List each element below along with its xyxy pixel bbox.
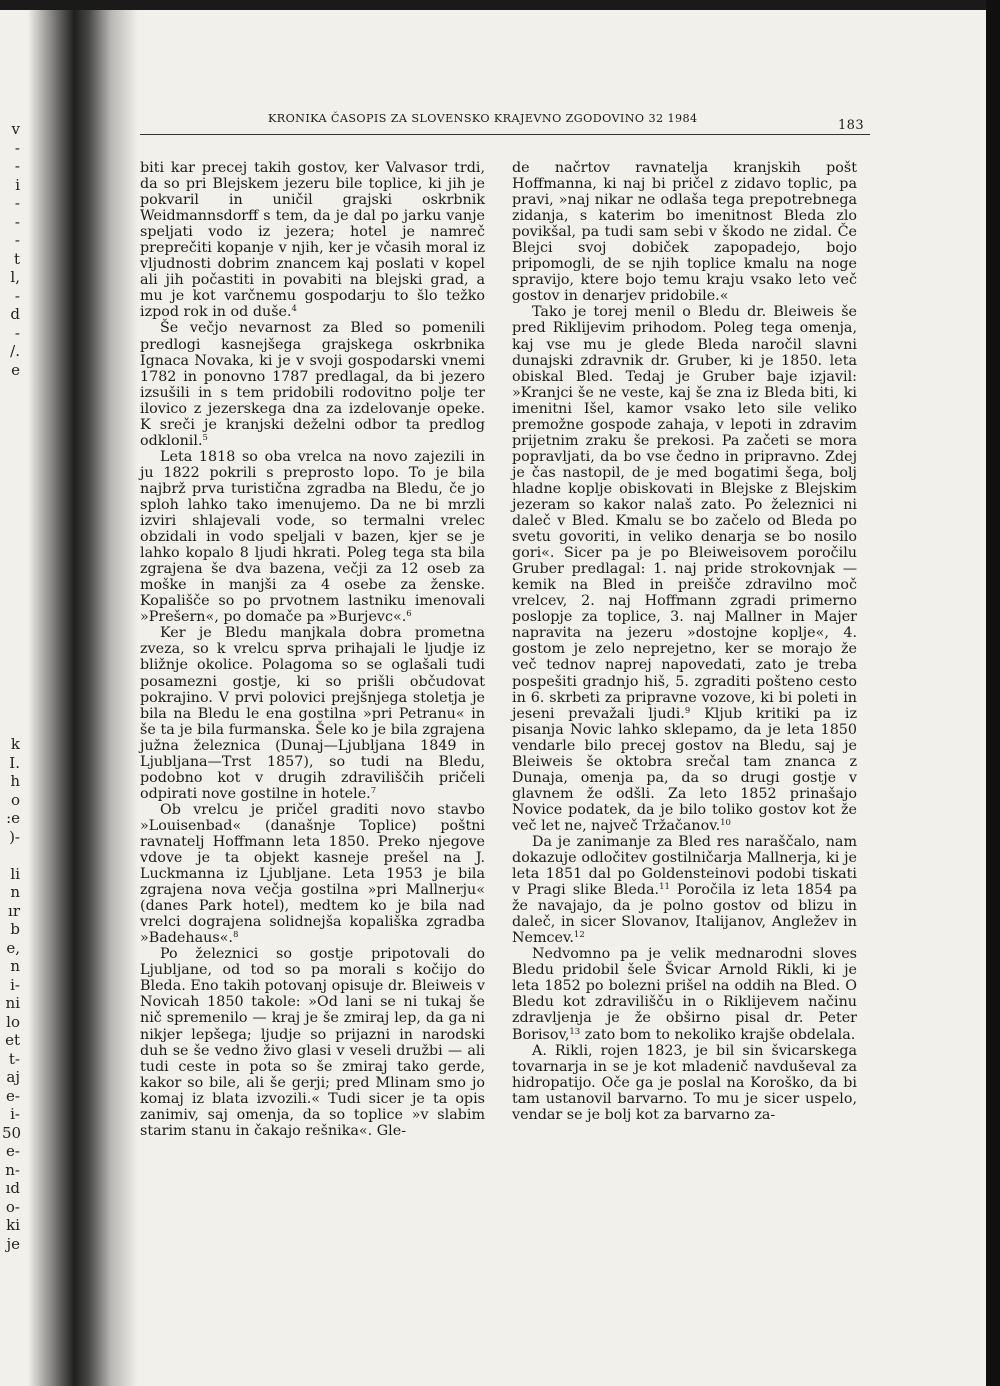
facing-page-fragment: d [10, 305, 20, 323]
facing-page-fragment: - [14, 157, 20, 175]
paragraph-text: A. Rikli, rojen 1823, je bil sin švicarskega tovarnarja in se je kot mladenič navduševal za hidropatijo. Oče ga je poslal na Koroško, da bi tam ustanovil barvarno. To mu je sicer uspelo, vendar se je bolj kot za barvarno za- [512, 1042, 857, 1123]
facing-page-fragment: je [6, 1234, 20, 1253]
paragraph [140, 946, 485, 1139]
header-rule [140, 134, 870, 135]
facing-page-fragment: k [10, 735, 20, 753]
facing-page-fragment: i- [10, 1105, 20, 1123]
facing-page-fragment: h [10, 772, 20, 790]
facing-page-fragments-top [2, 120, 20, 379]
facing-page-fragment: - [14, 323, 20, 342]
footnote-ref: 12 [573, 930, 585, 941]
facing-page-fragment: I. [9, 753, 20, 772]
paragraph-text: biti kar precej takih gostov, ker Valvasor trdi, da so pri Blejskem jezeru bile toplice, ki jih je pokvaril in uničil grajski oskrbnik Weidmannsdorff s tem, da je dal po jarku vanje speljati vodo iz jezera; hotel je namreč preprečiti kopanje v njih, ker je včasih moral iz vljudnosti dobrim znancem kaj poslati v kopel ali jih počastiti in povabiti na blejski grad, a mu je kot varčnemu gospodarju to šlo težko izpod rok in od duše. [140, 160, 485, 321]
footnote-ref: 10 [720, 817, 731, 828]
paragraph [512, 946, 857, 1042]
paragraph-text: Da je zanimanje za Bled res naraščalo, nam dokazuje odločitev gostilničarja Mallnerja, ki je leta 1851 dal po Goldensteinovi podobi tiskati v Pragi slike Bleda. [512, 833, 857, 899]
paragraph-text: Leta 1818 so oba vrelca na novo zajezili in ju 1822 pokrili s preprosto lopo. To je bila najbrž prva turistična zgradba na Bledu, če jo sploh lahko tako imenujemo. Da ne bi mrzli izviri shlajevali vode, so termalni vrelec obzidali in vodo speljali v bazen, kjer se je lahko kopalo 8 ljudi hkrati. Poleg tega sta bila zgrajena še dva bazena, večji za 12 oseb za moške in manjši za 4 osebe za ženske. Kopališče so po prvotnem lastniku imenovali »Prešern«, po domače pa »Burjevc«. [140, 448, 485, 626]
facing-page-fragment: t- [8, 1049, 20, 1068]
footnote-ref: 8 [232, 930, 239, 941]
facing-page-fragment: /. [10, 342, 20, 360]
facing-page-fragment: aj [6, 1068, 20, 1086]
paragraph [140, 449, 485, 626]
facing-page-fragment: i [15, 175, 20, 194]
facing-page-fragment [2, 846, 20, 865]
facing-page-fragment: - [14, 286, 20, 305]
facing-page-fragments-bottom [2, 735, 20, 1253]
paragraph [140, 625, 485, 802]
paragraph [140, 160, 485, 320]
footnote-ref: 7 [370, 785, 377, 796]
running-header [268, 110, 868, 133]
paragraph-text: Ker je Bledu manjkala dobra prometna zveza, so k vrelcu sprva prihajali le ljudje iz bližnje okolice. Polagoma so se oglašali tudi posamezni gostje, ki so prišli občudovat pokrajino. V prvi polovici prejšnjega stoletja je bila na Bledu le ena gostilna »pri Petranu« in še ta je bila furmanska. Šele ko je bila zgrajena južna železnica (Dunaj—Ljubljana 1849 in Ljubljana—Trst 1857), so tudi na Bledu, podobno kot v drugih zdraviliščih pričeli odpirati nove gostilne in hotele. [140, 625, 485, 802]
facing-page-fragment: t [13, 249, 20, 268]
facing-page-fragment: n [10, 957, 20, 975]
footnote-ref: 9 [684, 705, 691, 716]
facing-page-fragment: lo [6, 1012, 20, 1031]
paragraph [140, 320, 485, 448]
facing-page-fragment: i- [10, 975, 20, 994]
paragraph-text: Poročila iz leta 1854 pa že navajajo, da je polno gostov od blizu in daleč, in sicer Slovanov, Italijanov, Angležev in Nemcev. [512, 882, 857, 947]
paragraph-text: zato bom to nekoliko krajše obdelala. [580, 1026, 856, 1043]
facing-page-fragment: et [5, 1031, 20, 1049]
paragraph-text: Kljub kritiki pa iz pisanja Novic lahko sklepamo, da je leta 1850 vendarle bilo precej gostov na Bledu, saj je Bleiweis še oktobra srečal tam znanca z Dunaja, omenja pa, da so drugi gostje v glavnem že odšli. Za leto 1852 prinašajo Novice podatek, da je bilo toliko gostov kot že več let ne, največ Tržačanov. [512, 705, 857, 834]
footnote-ref: 6 [406, 609, 412, 620]
book-spine-shadow [28, 10, 138, 1386]
paragraph-text: Ob vrelcu je pričel graditi novo stavbo »Louisenbad« (današnje Toplice) poštni ravnatelj Hoffmann leta 1850. Preko njegove vdove je ta objekt kasneje prešel na J. Luckmanna iz Ljubljane. Leta 1953 je bila zgrajena nova večja gostilna »pri Mallnerju« (danes Park hotel), medtem ko je bila nad vrelci dograjena solidnejša kopališka zgradba »Badehaus«. [140, 801, 485, 947]
paragraph-text: Tako je torej menil o Bledu dr. Bleiweis še pred Riklijevim prihodom. Poleg tega omenja, kaj vse mu je glede Bleda naročil slavni dunajski zdravnik dr. Gruber, ki je 1850. leta obiskal Bled. Tedaj je Gruber baje izjavil: »Kranjci še ne veste, kaj še zna iz Bleda biti, ki imenitni Išel, kamor vsako leto sile veliko premožne gospode zahaja, v lepoti in zdravim prijetnim zraku še prekosi. Pa začeti se mora popravljati, da bo vse čedno in pripravno. Zdej je čas nastopil, de je med bogatimi šega, bolj hladne koplje obiskovati in Blejske z Blejskim jezeram so kakor nalaš zato. Po železnici ni daleč v Bled. Kmalu se bo začelo od Bleda po svetu govoriti, in veliko denarja se bo nosilo gori«. Sicer pa je po Bleiweisovem poročilu Gruber predlagal: 1. naj pride strokovnjak — kemik na Bled in preišče zdravilno moč vrelcev, 2. naj Hoffmann zgradi primerno poslopje za toplice, 3. naj Mallner in Majer napravita na jezeru »dostojne koplje«, 4. gostom je zelo neprejetno, ker se morajo že več tednov naprej napovedati, zato je treba pospešiti gradnjo hiš, 5. zgraditi pošteno cesto in 6. skrbeti za pripravne vozove, ki bi poleti in jeseni prevažali ljudi. [512, 304, 857, 722]
paragraph-text: Še večjo nevarnost za Bled so pomenili predlogi kasnejšega grajskega oskrbnika Ignaca Novaka, ki je v svoji gospodarski vnemi 1782 in ponovno 1787 predlagal, da bi jezero izsušili in s tem pridobili rodovitno polje ter ilovico z jezerskega dna za izdelovanje opeke. K sreči je kranjski deželni odbor ta predlog odklonil. [140, 320, 485, 449]
facing-page-fragment: v [11, 120, 20, 138]
facing-page-fragment: li [10, 864, 20, 883]
facing-page-fragment: - [14, 212, 20, 231]
paragraph-text: Nedvomno pa je velik mednarodni sloves Bledu pridobil šele Švicar Arnold Rikli, ki je leta 1852 po bolezni prišel na oddih na Bled. O Bledu kot zdravilišču in o Riklijevem načinu zdravljenja je že obširno pisal dr. Peter Borisov, [512, 946, 857, 1043]
facing-page-fragment: n [10, 883, 20, 901]
facing-page-fragment: ıd [5, 1179, 20, 1197]
scan-top-border [0, 0, 1000, 10]
facing-page-fragment: - [14, 231, 20, 249]
footnote-ref: 5 [202, 432, 208, 443]
scan-right-border [986, 0, 1000, 1386]
footnote-ref: 13 [569, 1026, 581, 1037]
footnote-ref: 4 [291, 304, 297, 315]
footnote-ref: 11 [659, 882, 670, 893]
facing-page-fragment: o [10, 790, 20, 809]
facing-page-fragment: ki [6, 1216, 20, 1234]
facing-page-fragment: e [11, 360, 20, 379]
facing-page-fragment: l, [10, 268, 20, 286]
facing-page-fragment: ır [8, 901, 20, 920]
left-text-column [140, 160, 485, 1139]
paragraph-text: de načrtov ravnatelja kranjskih pošt Hoffmanna, ki naj bi pričel z zidavo toplic, pa pravi, »naj nikar ne odlaša tega prepotrebnega zidanja, s katerim bo imenitnost Bleda zlo povikšal, pa tudi sam sebi v škodo ne zidal. Če Blejci svoj dobiček zapopadejo, bojo pripomogli, de se njih toplice kmalu na noge spravijo, ktere bojo temu kraju vsako leto več gostov in denarjev pridobile.« [512, 160, 857, 305]
facing-page-fragment: e- [6, 1142, 20, 1160]
page-number: 183 [837, 118, 864, 133]
facing-page-fragment: ni [5, 994, 20, 1012]
paragraph-text: Po železnici so gostje pripotovali do Ljubljane, od tod so pa morali s kočijo do Bleda. Eno takih potovanj opisuje dr. Bleiweis v Novicah 1850 takole: »Od lani se ni tukaj še nič spremenilo — kraj je še zmiraj lep, da ga ni nikjer lepšega; ljudje so prijazni in narodski duh se še vedno živo glasi v veseli družbi — ali tudi ceste in pota so še zmiraj tako gerde, kakor so bile, ali še gerji; pred Mlinam smo jo komaj iz blata izvozili.« Tudi sicer je ta opis zanimiv, saj omenja, da so toplice »v slabim starim stanu in čakajo rešnika«. Gle- [140, 946, 485, 1139]
facing-page-fragment: - [14, 194, 20, 212]
paragraph [512, 1043, 857, 1123]
facing-page-fragment: o- [5, 1197, 20, 1216]
facing-page-fragment: n- [5, 1160, 20, 1179]
paragraph [512, 160, 857, 304]
facing-page-fragment: - [14, 138, 20, 157]
paragraph [512, 304, 857, 834]
facing-page-fragment: e, [6, 938, 20, 957]
paragraph [140, 802, 485, 946]
facing-page-fragment: 50 [2, 1123, 22, 1142]
facing-page-fragment: )- [9, 827, 20, 846]
facing-page-fragment: :e [6, 809, 20, 827]
paragraph [512, 834, 857, 946]
facing-page-fragment: b [10, 920, 20, 938]
facing-page-fragment: e- [6, 1086, 20, 1105]
right-text-column [512, 160, 857, 1123]
running-title: KRONIKA ČASOPIS ZA SLOVENSKO KRAJEVNO ZGODOVINO 32 1984 [268, 112, 698, 125]
